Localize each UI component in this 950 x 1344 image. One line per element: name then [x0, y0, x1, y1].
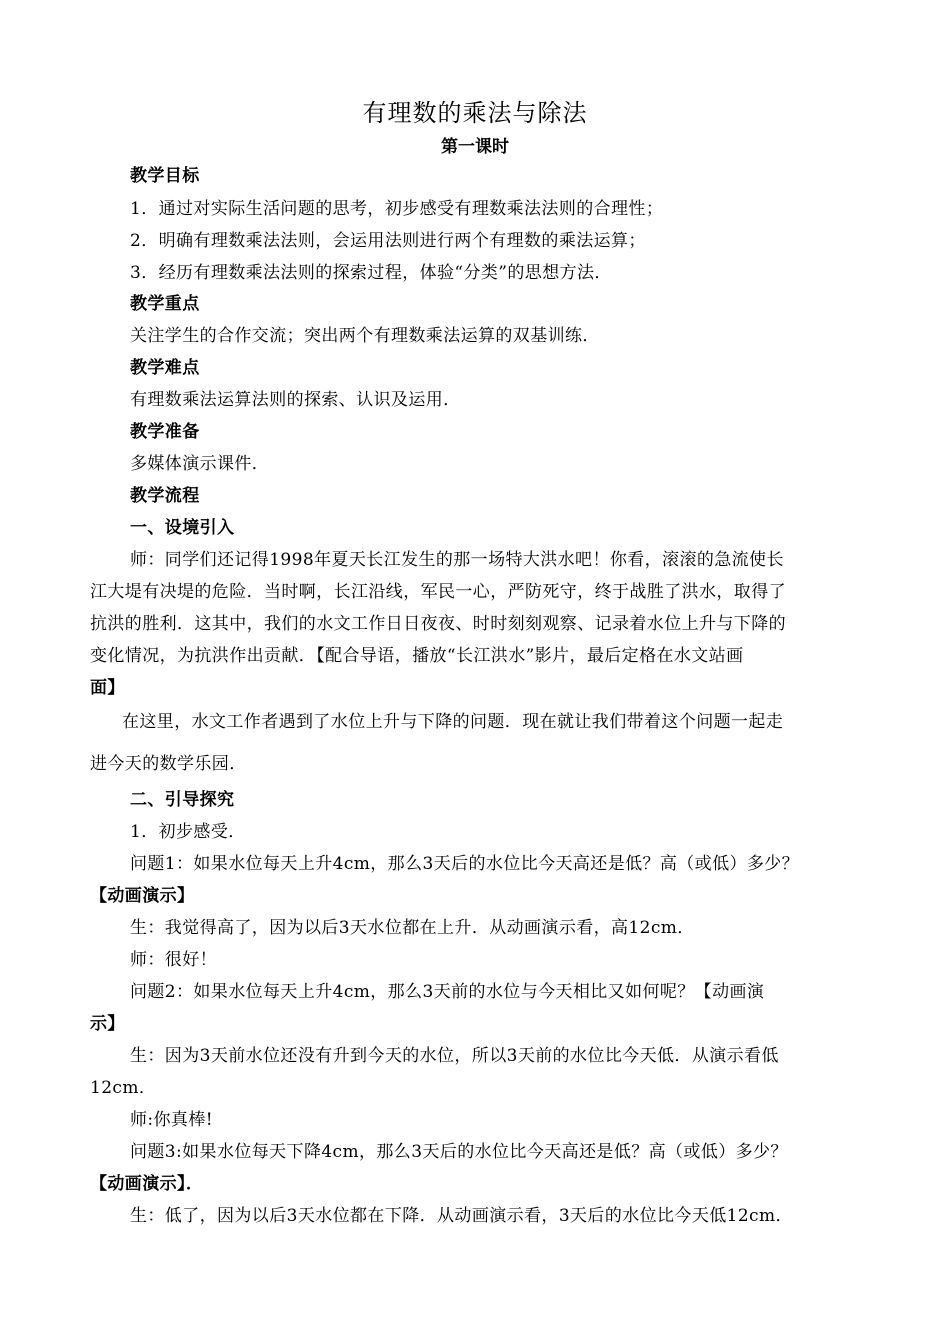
sub-item-1: 1．初步感受． [130, 822, 246, 842]
goal-item-3: 3．经历有理数乘法法则的探索过程，体验“分类”的思想方法． [130, 263, 612, 283]
question-2: 问题2：如果水位每天上升4cm，那么3天前的水位与今天相比又如何呢？【动画演 [130, 982, 765, 1002]
document-subtitle: 第一课时 [441, 137, 509, 157]
paragraph-line: 师：同学们还记得1998年夏天长江发生的那一场特大洪水吧！你看，滚滚的急流使长 [130, 550, 784, 570]
animation-note: 【动画演示】 [90, 886, 195, 906]
difficulties-text: 有理数乘法运算法则的探索、认识及运用． [130, 390, 461, 410]
animation-note: 【动画演示】． [90, 1174, 204, 1194]
animation-note: 示】 [90, 1014, 125, 1034]
section-heading-1: 一、设境引入 [130, 518, 235, 538]
section-heading-2: 二、引导探究 [130, 790, 235, 810]
paragraph-line: 变化情况，为抗洪作出贡献．【配合导语，播放“长江洪水”影片，最后定格在水文站画 [90, 646, 744, 666]
student-answer-1: 生：我觉得高了，因为以后3天水位都在上升．从动画演示看，高12cm． [130, 918, 695, 938]
heading-difficulties: 教学难点 [130, 358, 200, 378]
paragraph-line: 进今天的数学乐园． [90, 754, 247, 774]
goal-item-1: 1．通过对实际生活问题的思考，初步感受有理数乘法法则的合理性； [130, 199, 664, 219]
heading-process: 教学流程 [130, 486, 200, 506]
student-answer-2: 生：因为3天前水位还没有升到今天的水位，所以3天前的水位比今天低．从演示看低 [130, 1046, 779, 1066]
question-3: 问题3:如果水位每天下降4cm，那么3天后的水位比今天高还是低？高（或低）多少？ [130, 1142, 788, 1162]
teacher-reply-2: 师:你真棒! [130, 1110, 213, 1130]
paragraph-line: 抗洪的胜利．这其中，我们的水文工作日日夜夜、时时刻刻观察、记录着水位上升与下降的 [90, 614, 786, 634]
paragraph-line: 在这里，水文工作者遇到了水位上升与下降的问题．现在就让我们带着这个问题一起走 [122, 712, 784, 732]
heading-preparation: 教学准备 [130, 422, 200, 442]
key-points-text: 关注学生的合作交流；突出两个有理数乘法运算的双基训练． [130, 326, 600, 346]
teacher-reply-1: 师：很好！ [130, 950, 217, 970]
preparation-text: 多媒体演示课件． [130, 454, 270, 474]
heading-teaching-goals: 教学目标 [130, 166, 200, 186]
heading-key-points: 教学重点 [130, 294, 200, 314]
student-answer-3: 生：低了，因为以后3天水位都在下降．从动画演示看，3天后的水位比今天低12cm． [130, 1206, 793, 1226]
document-title: 有理数的乘法与除法 [362, 99, 588, 127]
student-answer-2-cont: 12cm． [90, 1078, 157, 1098]
question-1: 问题1：如果水位每天上升4cm，那么3天后的水位比今天高还是低？高（或低）多少？ [130, 854, 800, 874]
paragraph-line: 面】 [90, 678, 125, 698]
goal-item-2: 2．明确有理数乘法法则，会运用法则进行两个有理数的乘法运算； [130, 231, 646, 251]
paragraph-line: 江大堤有决堤的危险．当时啊，长江沿线，军民一心，严防死守，终于战胜了洪水，取得了 [90, 582, 786, 602]
